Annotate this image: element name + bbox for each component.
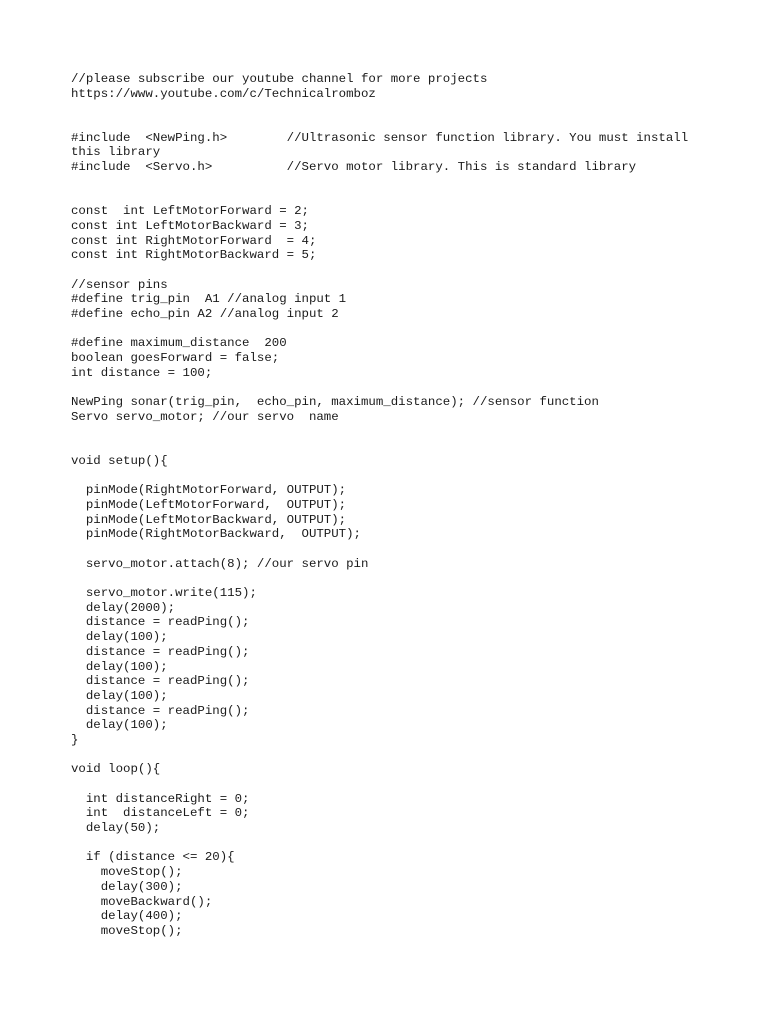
code-line [71,469,711,484]
code-line: delay(400); [71,909,183,924]
code-line: NewPing sonar(trig_pin, echo_pin, maximum_distance); //sensor function [71,395,599,410]
code-line: #define maximum_distance 200 [71,336,287,351]
code-line: servo_motor.attach(8); //our servo pin [71,556,369,571]
code-line [71,836,711,851]
code-line [71,190,711,205]
code-line: const int LeftMotorForward = 2; [71,204,309,219]
code-line: //sensor pins [71,277,168,292]
code-line: #include <NewPing.h> //Ultrasonic sensor function library. You must install [71,130,689,145]
code-line: delay(100); [71,659,168,674]
code-line [71,542,711,557]
code-line: servo_motor.write(115); [71,586,257,601]
code-line: delay(100); [71,688,168,703]
code-line: moveStop(); [71,923,183,938]
code-line: const int RightMotorBackward = 5; [71,248,317,263]
code-line: moveStop(); [71,865,183,880]
code-line [71,263,711,278]
code-line [71,571,711,586]
code-line: #include <Servo.h> //Servo motor library. This is standard library [71,160,637,175]
code-line: distance = readPing(); [71,703,250,718]
code-line: delay(100); [71,718,168,733]
code-line: delay(300); [71,879,183,894]
code-line: int distanceRight = 0; [71,791,250,806]
code-line: void setup(){ [71,453,168,468]
code-line: pinMode(LeftMotorBackward, OUTPUT); [71,512,347,527]
code-line: delay(50); [71,821,161,836]
code-line [71,380,711,395]
code-line [71,116,711,131]
code-line: const int RightMotorForward = 4; [71,233,317,248]
code-line: pinMode(RightMotorBackward, OUTPUT); [71,527,361,542]
code-line: https://www.youtube.com/c/Technicalromboz [71,86,376,101]
code-line: pinMode(RightMotorForward, OUTPUT); [71,483,347,498]
code-line [71,425,711,440]
code-line [71,748,711,763]
code-line: //please subscribe our youtube channel for more projects [71,72,488,86]
code-line: const int LeftMotorBackward = 3; [71,218,309,233]
code-line: int distanceLeft = 0; [71,806,250,821]
code-line: this library [71,145,161,160]
code-line: void loop(){ [71,762,161,777]
code-line: distance = readPing(); [71,674,250,689]
code-line: pinMode(LeftMotorForward, OUTPUT); [71,497,347,512]
code-line [71,439,711,454]
code-line: } [71,732,79,747]
code-line: int distance = 100; [71,365,213,380]
code-line: #define trig_pin A1 //analog input 1 [71,292,347,307]
code-line [71,777,711,792]
code-line: boolean goesForward = false; [71,351,280,366]
code-line [71,322,711,337]
code-line: delay(100); [71,630,168,645]
code-line: moveBackward(); [71,894,213,909]
code-line: if (distance <= 20){ [71,850,235,865]
code-listing [71,72,711,939]
code-line: #define echo_pin A2 //analog input 2 [71,307,339,321]
code-line: Servo servo_motor; //our servo name [71,409,339,424]
code-line: delay(2000); [71,600,176,615]
code-line [71,175,711,190]
code-line: distance = readPing(); [71,644,250,659]
code-line [71,101,711,116]
code-line: distance = readPing(); [71,615,250,630]
